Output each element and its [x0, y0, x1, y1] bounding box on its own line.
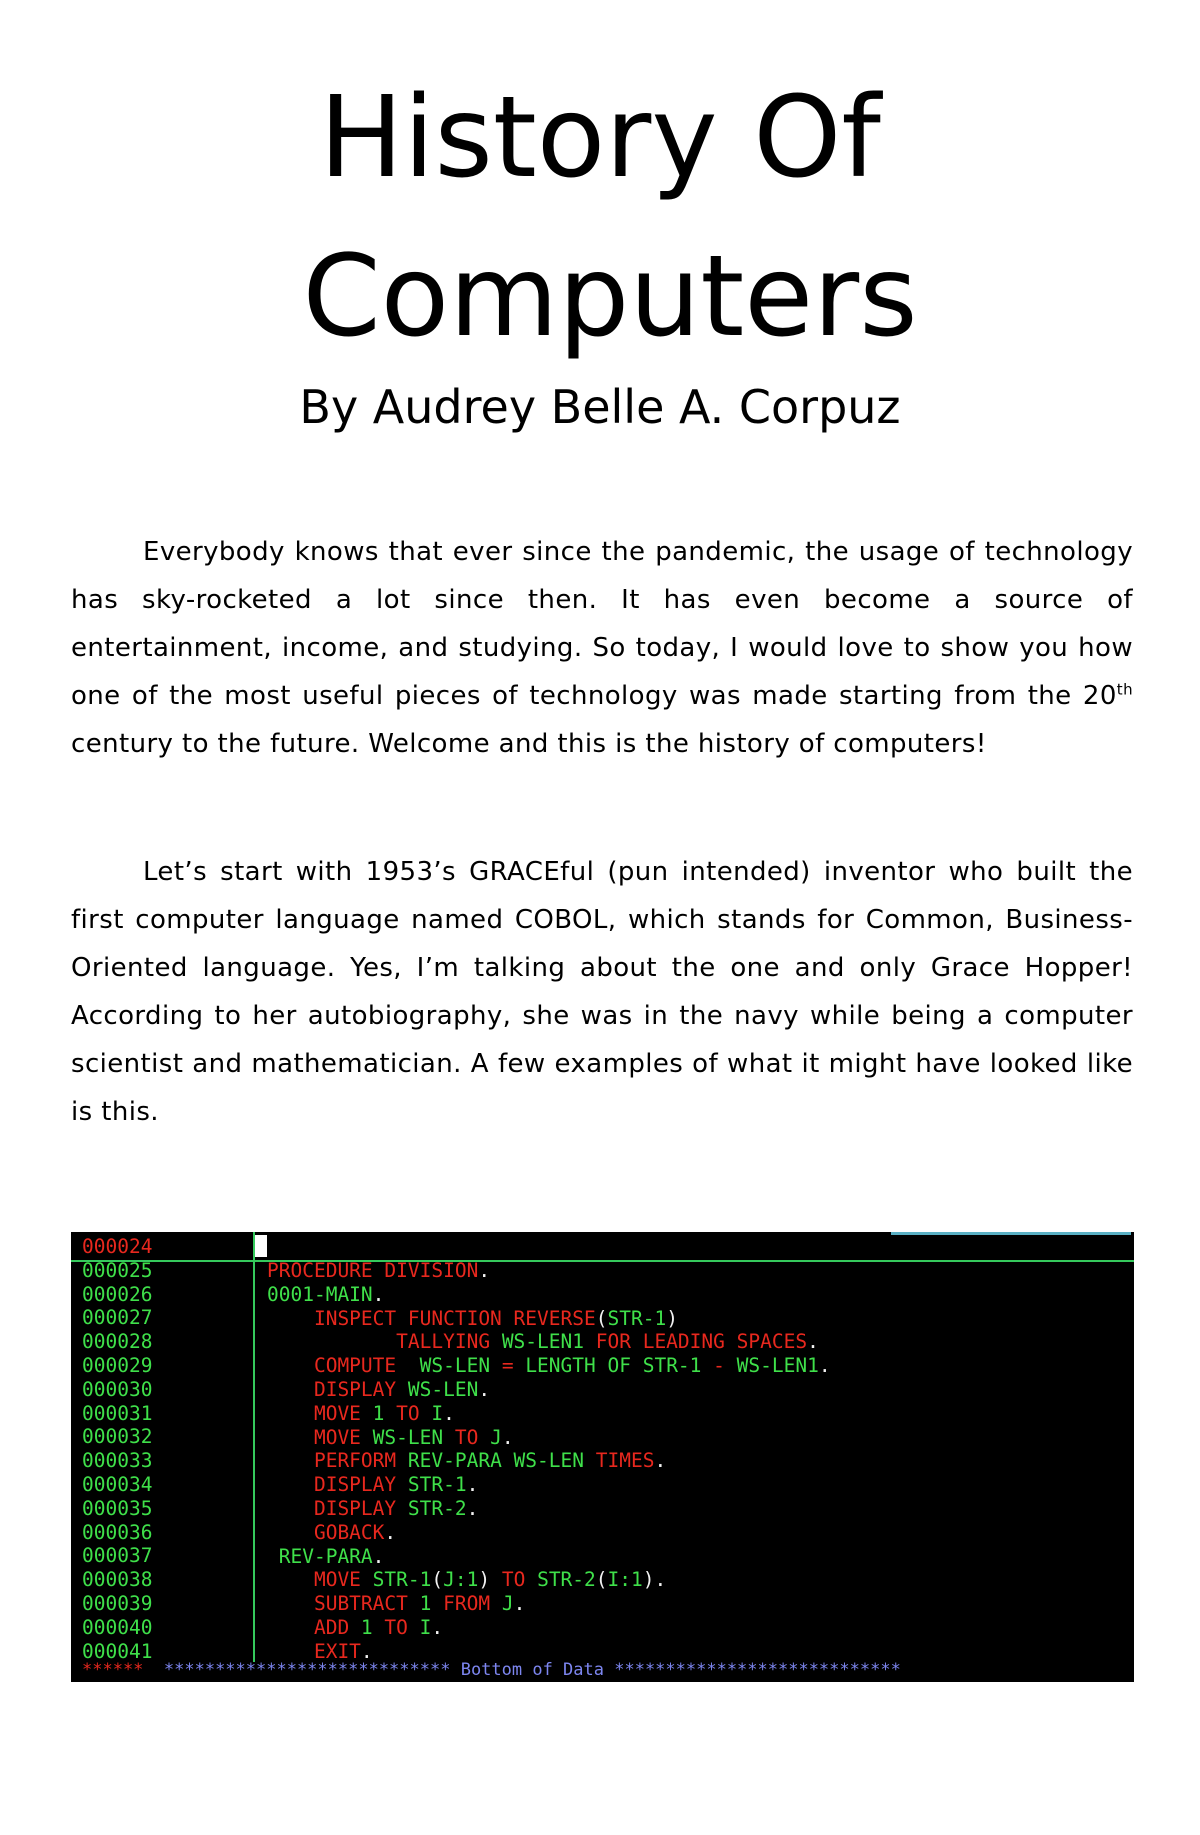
- line-number: 000032: [82, 1425, 153, 1449]
- title-line-1: History Of: [319, 73, 881, 203]
- code-token: .: [372, 1544, 385, 1568]
- code-token: .: [478, 1259, 491, 1282]
- footer-stars-right: ****************************: [604, 1660, 901, 1680]
- code-token: .: [431, 1615, 444, 1639]
- code-token: WS-LEN: [372, 1425, 444, 1449]
- ordinal-superscript: th: [1116, 680, 1133, 699]
- code-token: ).: [642, 1568, 667, 1592]
- code-token: WS-LEN: [419, 1354, 491, 1378]
- line-number: 000039: [82, 1591, 153, 1615]
- code-token: I: [419, 1615, 432, 1639]
- code-token: WS-LEN1: [736, 1354, 819, 1378]
- title-line-2: Computers: [302, 232, 918, 362]
- code-token: LENGTH OF STR-1: [525, 1354, 702, 1378]
- code-token: I:1: [607, 1568, 643, 1592]
- line-number: 000037: [82, 1544, 153, 1568]
- code-token: STR-1: [407, 1473, 467, 1497]
- line-number: 000036: [82, 1520, 153, 1544]
- code-token: -: [701, 1354, 737, 1378]
- line-number: 000024: [82, 1235, 153, 1258]
- code-token: MOVE: [267, 1401, 373, 1425]
- code-token: PERFORM: [267, 1449, 408, 1473]
- code-line: [267, 1545, 831, 1569]
- code-listing: [267, 1259, 831, 1664]
- footer-stars-left: ****************************: [143, 1660, 461, 1680]
- code-token: (: [431, 1568, 444, 1592]
- line-number: 000040: [82, 1615, 153, 1639]
- line-number-column: [82, 1235, 152, 1663]
- code-token: WS-LEN: [407, 1377, 479, 1401]
- code-token: ): [666, 1306, 678, 1330]
- code-token: TALLYING: [267, 1330, 502, 1354]
- code-line: [267, 1402, 831, 1426]
- code-token: I: [431, 1401, 444, 1425]
- code-token: TO: [384, 1401, 432, 1425]
- code-line: [267, 1307, 831, 1331]
- cobol-code-screenshot: [71, 1232, 1134, 1682]
- code-line: [267, 1259, 831, 1283]
- intro-text-part-2: century to the future. Welcome and this is the history of computers!: [71, 729, 987, 759]
- code-line: [267, 1473, 831, 1497]
- code-token: FROM: [431, 1592, 502, 1616]
- code-token: .: [384, 1520, 397, 1544]
- code-token: COMPUTE: [267, 1354, 420, 1378]
- code-token: DISPLAY: [267, 1473, 408, 1497]
- intro-text-part-1: Everybody knows that ever since the pandemic, the usage of technology has sky-rocketed a lot since then. It has even become a source of entertainment, income, and studying. So today, I would love to show you how one of the most useful pieces of technology was made starting from the 20: [71, 537, 1133, 711]
- code-token: 1: [419, 1592, 432, 1616]
- code-token: .: [372, 1282, 385, 1306]
- line-number: 000029: [82, 1353, 153, 1377]
- code-token: (: [595, 1568, 608, 1592]
- code-token: TIMES: [584, 1449, 655, 1473]
- terminal-cursor: [255, 1235, 267, 1257]
- terminal-top-bar: [891, 1232, 1131, 1235]
- code-token: .: [478, 1377, 491, 1401]
- code-token: .: [807, 1330, 819, 1354]
- code-token: .: [466, 1496, 479, 1520]
- code-line: [267, 1354, 831, 1378]
- line-number: 000031: [82, 1401, 153, 1425]
- code-token: J:1: [443, 1568, 479, 1592]
- bottom-of-data-bar: [82, 1660, 901, 1680]
- code-line: [267, 1449, 831, 1473]
- code-token: 0001-MAIN: [267, 1282, 373, 1306]
- line-number: 000030: [82, 1377, 153, 1401]
- code-line: [267, 1568, 831, 1592]
- code-token: MOVE: [267, 1425, 373, 1449]
- line-number: 000027: [82, 1306, 153, 1330]
- line-number: 000041: [82, 1639, 153, 1663]
- line-number: 000038: [82, 1568, 153, 1592]
- code-token: EXIT: [267, 1639, 361, 1663]
- code-token: .: [443, 1401, 455, 1425]
- line-number: 000026: [82, 1282, 153, 1306]
- code-token: TO: [443, 1425, 491, 1449]
- bottom-of-data-label: Bottom of Data: [460, 1660, 604, 1680]
- code-token: .: [466, 1473, 479, 1497]
- code-line: [267, 1616, 831, 1640]
- code-token: STR-2: [407, 1496, 467, 1520]
- code-token: STR-1: [607, 1306, 667, 1330]
- code-line: [267, 1592, 831, 1616]
- intro-paragraph: [71, 528, 1133, 768]
- cobol-paragraph-text: Let’s start with 1953’s GRACEful (pun intended) inventor who built the first computer language named COBOL, which stands for Common, Business- Oriented language. Yes, I’m talking about the one and only Grace Hopper! According to her autobiography, she was in the navy while being a computer scientist and mathematician. A few examples of what it might have looked like is this.: [71, 857, 1133, 1127]
- code-token: MOVE: [267, 1568, 373, 1592]
- line-number: 000034: [82, 1472, 153, 1496]
- code-token: .: [818, 1354, 831, 1378]
- code-token: (: [595, 1306, 608, 1330]
- line-number: 000025: [82, 1258, 153, 1282]
- code-token: =: [490, 1354, 526, 1378]
- code-token: WS-LEN1: [501, 1330, 584, 1354]
- code-line: [267, 1283, 831, 1307]
- code-token: .: [360, 1639, 373, 1663]
- code-line: [267, 1378, 831, 1402]
- line-number: 000028: [82, 1330, 153, 1354]
- code-token: FOR LEADING SPACES: [584, 1330, 808, 1354]
- footer-left-stars: ******: [82, 1660, 144, 1680]
- code-token: .: [513, 1592, 526, 1616]
- code-token: TO: [490, 1568, 538, 1592]
- code-token: REV-PARA: [267, 1544, 373, 1568]
- code-token: REV-PARA WS-LEN: [407, 1449, 584, 1473]
- code-token: J: [490, 1425, 502, 1449]
- cobol-paragraph: [71, 848, 1133, 1136]
- code-token: .: [654, 1449, 667, 1473]
- code-line: [267, 1521, 831, 1545]
- code-token: ADD: [267, 1615, 361, 1639]
- code-token: STR-1: [372, 1568, 432, 1592]
- code-token: .: [501, 1425, 514, 1449]
- line-number: 000033: [82, 1449, 153, 1473]
- terminal-gutter-divider: [253, 1232, 255, 1662]
- code-token: INSPECT FUNCTION REVERSE: [267, 1306, 596, 1330]
- code-token: TO: [372, 1615, 420, 1639]
- code-line: [267, 1426, 831, 1450]
- code-token: STR-2: [537, 1568, 596, 1592]
- code-token: SUBTRACT: [267, 1592, 420, 1616]
- author-byline: By Audrey Belle A. Corpuz: [299, 380, 901, 434]
- code-token: PROCEDURE DIVISION: [267, 1259, 479, 1282]
- line-number: 000035: [82, 1496, 153, 1520]
- code-token: GOBACK: [267, 1520, 385, 1544]
- code-token: DISPLAY: [267, 1377, 408, 1401]
- code-token: J: [501, 1592, 514, 1616]
- code-line: [267, 1497, 831, 1521]
- code-token: DISPLAY: [267, 1496, 408, 1520]
- code-token: 1: [372, 1401, 385, 1425]
- code-token: 1: [360, 1615, 373, 1639]
- code-token: ): [478, 1568, 491, 1592]
- code-line: [267, 1330, 831, 1354]
